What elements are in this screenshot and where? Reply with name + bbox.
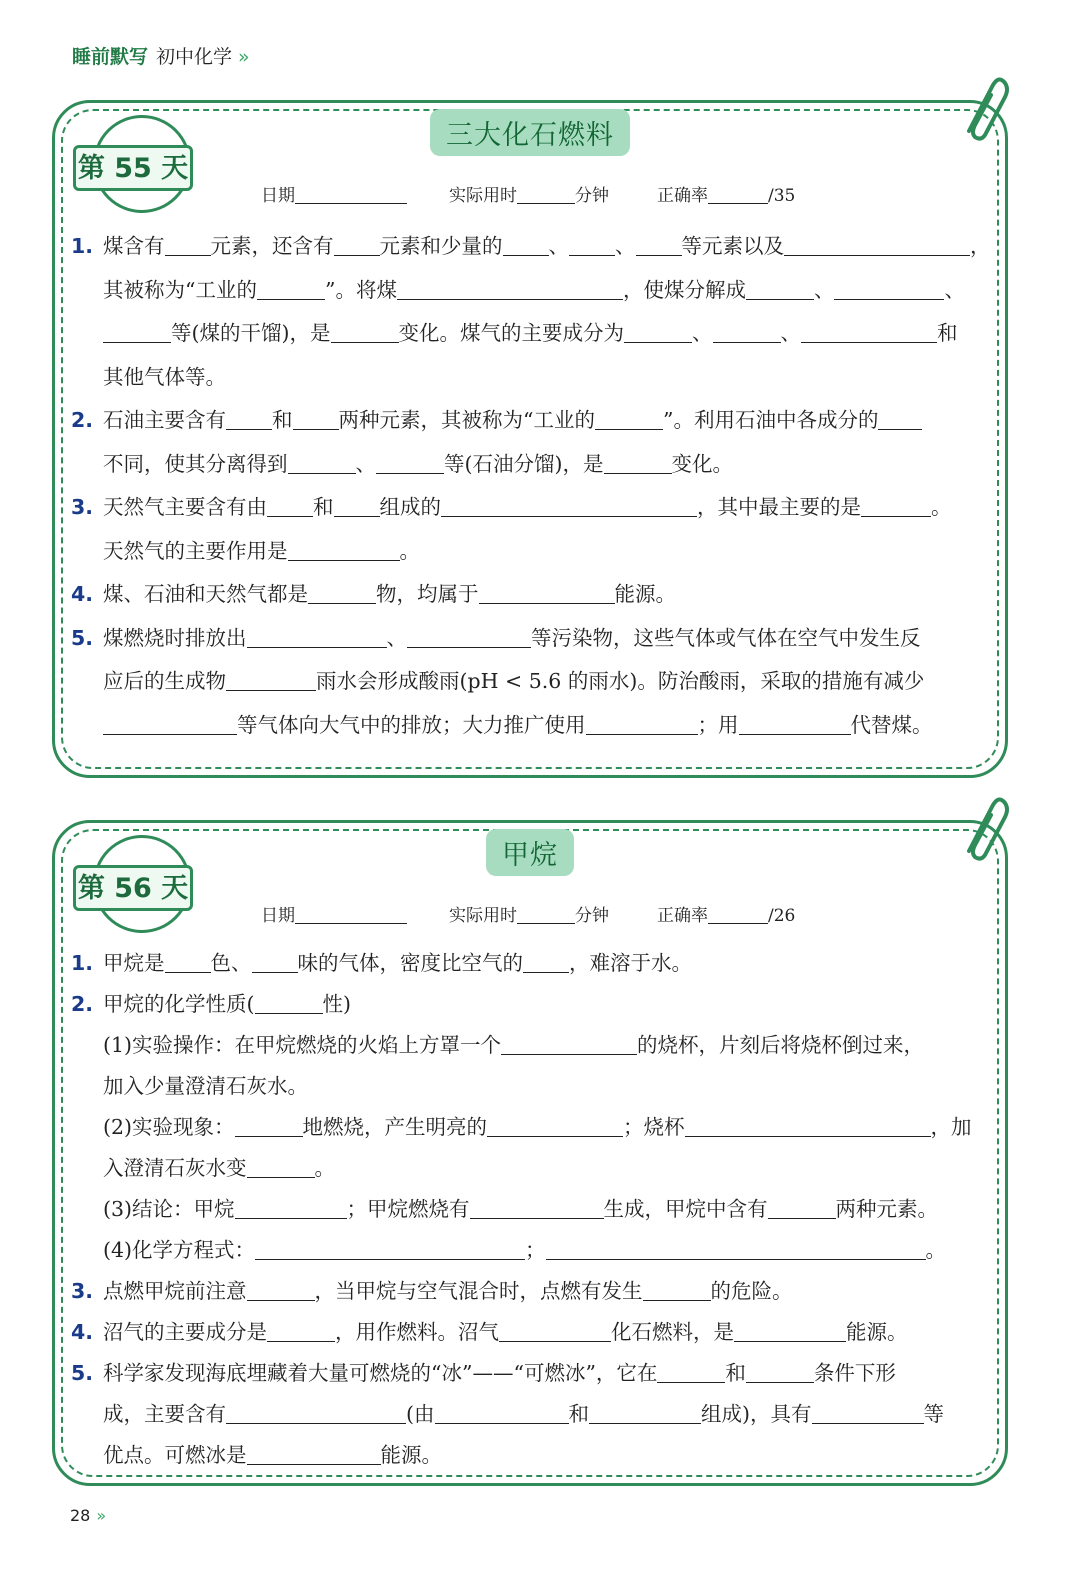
text: (2)实验现象： <box>103 1115 235 1139</box>
fill-blank[interactable] <box>768 1198 836 1220</box>
text: 等(石油分馏)，是 <box>444 451 604 476</box>
time-field <box>449 901 609 926</box>
date-field <box>261 181 407 206</box>
fill-blank[interactable] <box>165 952 211 974</box>
question-2-part-2-line-2 <box>71 1148 991 1189</box>
fill-blank[interactable] <box>247 1280 315 1302</box>
date-field <box>261 901 407 926</box>
question-2-part-1 <box>71 1025 991 1066</box>
time-blank[interactable] <box>517 906 575 924</box>
paperclip-icon <box>955 795 1011 863</box>
fill-blank[interactable] <box>235 1116 303 1138</box>
text: 、 <box>615 234 636 258</box>
question-2-line-2 <box>71 443 991 487</box>
question-1 <box>71 225 991 269</box>
fill-blank[interactable] <box>288 539 400 561</box>
fill-blank[interactable] <box>643 1280 711 1302</box>
date-blank[interactable] <box>295 186 407 204</box>
text: ，难溶于水。 <box>569 951 692 975</box>
day-badge <box>73 115 203 225</box>
text: 元素和少量的 <box>379 234 503 258</box>
accuracy-field <box>657 181 795 206</box>
text: 科学家发现海底埋藏着大量可燃烧的“冰”——“可燃冰”，它在 <box>103 1361 658 1385</box>
text: 变化。煤气的主要成分为 <box>398 321 624 345</box>
page-header <box>72 42 250 69</box>
text: 入澄清石灰水变 <box>103 1156 247 1180</box>
date-label: 日期 <box>261 186 295 206</box>
page-footer <box>70 1506 106 1525</box>
chevron-right-icon: » <box>238 46 250 68</box>
fill-blank[interactable] <box>713 322 781 344</box>
fill-blank[interactable] <box>685 1116 931 1138</box>
text: 能源。 <box>846 1320 908 1344</box>
text: 化石燃料，是 <box>611 1320 734 1344</box>
text: 点燃甲烷前注意 <box>103 1279 247 1303</box>
question-1-line-2 <box>71 269 991 313</box>
accuracy-total: /26 <box>768 906 796 926</box>
text: (3)结论：甲烷 <box>103 1197 235 1221</box>
accuracy-field <box>657 901 795 926</box>
text: 、 <box>813 277 835 302</box>
accuracy-label: 正确率 <box>657 186 708 206</box>
text: 、 <box>944 277 965 302</box>
text: 石油主要含有 <box>103 408 226 432</box>
text: ，当甲烷与空气混合时，点燃有发生 <box>314 1279 643 1303</box>
question-4 <box>71 1312 991 1353</box>
text: 代替煤。 <box>850 712 933 737</box>
fill-blank[interactable] <box>746 1362 814 1384</box>
text: ”。将煤 <box>324 277 397 302</box>
fill-blank[interactable] <box>479 583 615 605</box>
fill-blank[interactable] <box>226 670 316 692</box>
text: (由 <box>406 1402 435 1426</box>
text: ；烧杯 <box>623 1115 685 1139</box>
text: 。 <box>925 1238 947 1262</box>
text: 等(煤的干馏)，是 <box>171 321 331 345</box>
question-5-line-3 <box>71 704 991 748</box>
text: 组成的 <box>379 495 441 519</box>
time-blank[interactable] <box>517 186 575 204</box>
fill-blank[interactable] <box>499 1321 611 1343</box>
fill-blank[interactable] <box>657 1362 725 1384</box>
section-title: 甲烷 <box>486 829 574 876</box>
fill-blank[interactable] <box>288 452 356 474</box>
question-list <box>71 225 991 747</box>
text: 沼气的主要成分是 <box>103 1320 267 1344</box>
text: 煤燃烧时排放出 <box>103 625 247 650</box>
text: ”。利用石油中各成分的 <box>662 408 879 432</box>
fill-blank[interactable] <box>331 322 399 344</box>
text: 地燃烧，产生明亮的 <box>302 1115 488 1139</box>
fill-blank[interactable] <box>267 496 313 518</box>
fill-blank[interactable] <box>308 583 376 605</box>
text: 和 <box>313 495 334 519</box>
question-2-part-3 <box>71 1189 991 1230</box>
question-3 <box>71 486 991 530</box>
text: 能源。 <box>380 1443 442 1467</box>
time-unit: 分钟 <box>575 186 609 206</box>
text: 等 <box>923 1402 944 1426</box>
fill-blank[interactable] <box>624 322 692 344</box>
text: 的危险。 <box>710 1279 793 1303</box>
fill-blank[interactable] <box>255 1239 525 1261</box>
text: 元素，还含有 <box>210 234 334 258</box>
day-badge <box>73 835 203 945</box>
text: 、 <box>692 321 713 345</box>
question-number: 4. <box>71 1320 94 1344</box>
fill-blank[interactable] <box>586 713 698 735</box>
fill-blank[interactable] <box>334 235 380 257</box>
fill-blank[interactable] <box>636 235 682 257</box>
text: ；用 <box>697 712 739 737</box>
fill-blank[interactable] <box>501 1034 637 1056</box>
question-5-line-2 <box>71 660 991 704</box>
accuracy-total: /35 <box>768 186 796 206</box>
text: 和 <box>272 408 293 432</box>
fill-blank[interactable] <box>334 496 380 518</box>
text: 能源。 <box>614 582 676 606</box>
time-unit: 分钟 <box>575 906 609 926</box>
fill-blank[interactable] <box>247 626 387 648</box>
question-2-part-2 <box>71 1107 991 1148</box>
text: ，使煤分解成 <box>622 277 746 302</box>
fill-blank[interactable] <box>487 1116 623 1138</box>
fill-blank[interactable] <box>878 409 922 431</box>
question-2-part-4 <box>71 1230 991 1271</box>
question-2 <box>71 984 991 1025</box>
fill-blank[interactable] <box>407 626 531 648</box>
text: 、 <box>386 625 407 650</box>
fill-blank[interactable] <box>103 713 237 735</box>
text: 其他气体等。 <box>103 364 226 389</box>
text: 甲烷的化学性质( <box>103 992 255 1016</box>
question-1 <box>71 943 991 984</box>
text: 条件下形 <box>813 1361 896 1385</box>
time-label: 实际用时 <box>449 186 517 206</box>
fill-blank[interactable] <box>523 952 569 974</box>
fill-blank[interactable] <box>435 1403 569 1425</box>
fill-blank[interactable] <box>746 278 814 300</box>
text: 等元素以及 <box>681 234 784 258</box>
question-number: 2. <box>71 408 94 432</box>
text: 雨水会形成酸雨(pH < 5.6 的雨水)。防治酸雨，采取的措施有减少 <box>316 669 925 693</box>
fill-blank[interactable] <box>226 1403 406 1425</box>
fill-blank[interactable] <box>569 235 615 257</box>
day-label: 第 55 天 <box>73 145 193 191</box>
day-55-card <box>52 100 1008 778</box>
page-number: 28 <box>70 1506 91 1525</box>
section-title: 三大化石燃料 <box>430 109 630 156</box>
text: 优点。可燃冰是 <box>103 1443 247 1467</box>
text: 应后的生成物 <box>103 669 226 693</box>
text: ，其中最主要的是 <box>697 495 861 519</box>
text: 成，主要含有 <box>103 1402 226 1426</box>
question-number: 3. <box>71 1279 94 1303</box>
fill-blank[interactable] <box>247 1444 381 1466</box>
text: 、 <box>780 321 801 345</box>
fill-blank[interactable] <box>441 496 697 518</box>
accuracy-blank[interactable] <box>708 186 768 204</box>
question-number: 5. <box>71 1361 94 1385</box>
question-number: 1. <box>71 951 94 975</box>
question-number: 5. <box>71 625 94 650</box>
fill-blank[interactable] <box>595 409 663 431</box>
text: (1)实验操作：在甲烷燃烧的火焰上方罩一个 <box>103 1033 502 1057</box>
question-3-line-2 <box>71 530 991 574</box>
text: 变化。 <box>671 451 733 476</box>
text: 性) <box>322 992 351 1016</box>
question-2 <box>71 399 991 443</box>
fill-blank[interactable] <box>376 452 444 474</box>
fill-blank[interactable] <box>255 993 323 1015</box>
text: 加入少量澄清石灰水。 <box>103 1074 308 1098</box>
text: 等气体向大气中的排放；大力推广使用 <box>237 712 586 737</box>
question-number: 2. <box>71 992 94 1016</box>
text: 和 <box>725 1361 746 1385</box>
fill-blank[interactable] <box>861 496 931 518</box>
text: 。 <box>399 538 420 563</box>
fill-blank[interactable] <box>812 1403 924 1425</box>
text: 生成，甲烷中含有 <box>603 1197 768 1221</box>
question-5 <box>71 617 991 661</box>
paperclip-icon <box>955 75 1011 143</box>
question-number: 3. <box>71 495 94 519</box>
text: 。 <box>314 1156 335 1180</box>
time-label: 实际用时 <box>449 906 517 926</box>
date-blank[interactable] <box>295 906 407 924</box>
text: 和 <box>937 321 958 345</box>
question-list <box>71 943 991 1476</box>
text: 物，均属于 <box>376 582 479 606</box>
question-5 <box>71 1353 991 1394</box>
text: 和 <box>568 1402 589 1426</box>
day-label: 第 56 天 <box>73 865 193 911</box>
question-number: 4. <box>71 582 94 606</box>
text: 天然气主要含有由 <box>103 495 267 519</box>
chevron-right-icon: » <box>96 1506 107 1525</box>
text: 、 <box>548 234 569 258</box>
fill-blank[interactable] <box>103 322 171 344</box>
fill-blank[interactable] <box>165 235 211 257</box>
date-label: 日期 <box>261 906 295 926</box>
text: 、 <box>355 451 376 476</box>
question-4 <box>71 573 991 617</box>
question-5-line-2 <box>71 1394 991 1435</box>
text: 煤、石油和天然气都是 <box>103 582 308 606</box>
fill-blank[interactable] <box>834 278 944 300</box>
fill-blank[interactable] <box>739 713 851 735</box>
text: 色、 <box>210 951 252 975</box>
text: ，加 <box>930 1115 972 1139</box>
fill-blank[interactable] <box>257 278 325 300</box>
text: (4)化学方程式： <box>103 1238 256 1262</box>
fill-blank[interactable] <box>784 235 970 257</box>
text: 味的气体，密度比空气的 <box>297 951 523 975</box>
question-2-part-1-line-2 <box>71 1066 991 1107</box>
text: ；甲烷燃烧有 <box>346 1197 470 1221</box>
question-1-line-4 <box>71 356 991 400</box>
fill-blank[interactable] <box>247 1157 315 1179</box>
accuracy-label: 正确率 <box>657 906 708 926</box>
text: 其被称为“工业的 <box>103 277 257 302</box>
text: ； <box>525 1238 546 1262</box>
fill-blank[interactable] <box>546 1239 926 1261</box>
fill-blank[interactable] <box>226 409 272 431</box>
fill-blank[interactable] <box>589 1403 701 1425</box>
book-subject: 初中化学 <box>156 46 233 68</box>
fill-blank[interactable] <box>734 1321 846 1343</box>
question-5-line-3 <box>71 1435 991 1476</box>
book-series-title: 睡前默写 <box>72 46 149 68</box>
text: 两种元素。 <box>835 1197 939 1221</box>
text: 两种元素，其被称为“工业的 <box>338 408 595 432</box>
question-1-line-3 <box>71 312 991 356</box>
text: 组成)，具有 <box>701 1402 812 1426</box>
fill-blank[interactable] <box>252 952 298 974</box>
question-3 <box>71 1271 991 1312</box>
question-number: 1. <box>71 234 94 258</box>
fill-blank[interactable] <box>293 409 339 431</box>
text: 天然气的主要作用是 <box>103 538 288 563</box>
day-56-card <box>52 820 1008 1486</box>
fill-blank[interactable] <box>801 322 937 344</box>
text: 等污染物，这些气体或气体在空气中发生反 <box>531 625 921 650</box>
text: 煤含有 <box>103 234 165 258</box>
fill-blank[interactable] <box>503 235 549 257</box>
fill-blank[interactable] <box>267 1321 335 1343</box>
time-field <box>449 181 609 206</box>
text: 。 <box>931 495 952 519</box>
text: 不同，使其分离得到 <box>103 451 288 476</box>
text: ，用作燃料。沼气 <box>335 1320 499 1344</box>
fill-blank[interactable] <box>235 1198 347 1220</box>
text: 的烧杯，片刻后将烧杯倒过来， <box>637 1033 925 1057</box>
text: 甲烷是 <box>103 951 165 975</box>
fill-blank[interactable] <box>397 278 623 300</box>
text: ， <box>970 234 991 258</box>
accuracy-blank[interactable] <box>708 906 768 924</box>
fill-blank[interactable] <box>470 1198 604 1220</box>
fill-blank[interactable] <box>604 452 672 474</box>
